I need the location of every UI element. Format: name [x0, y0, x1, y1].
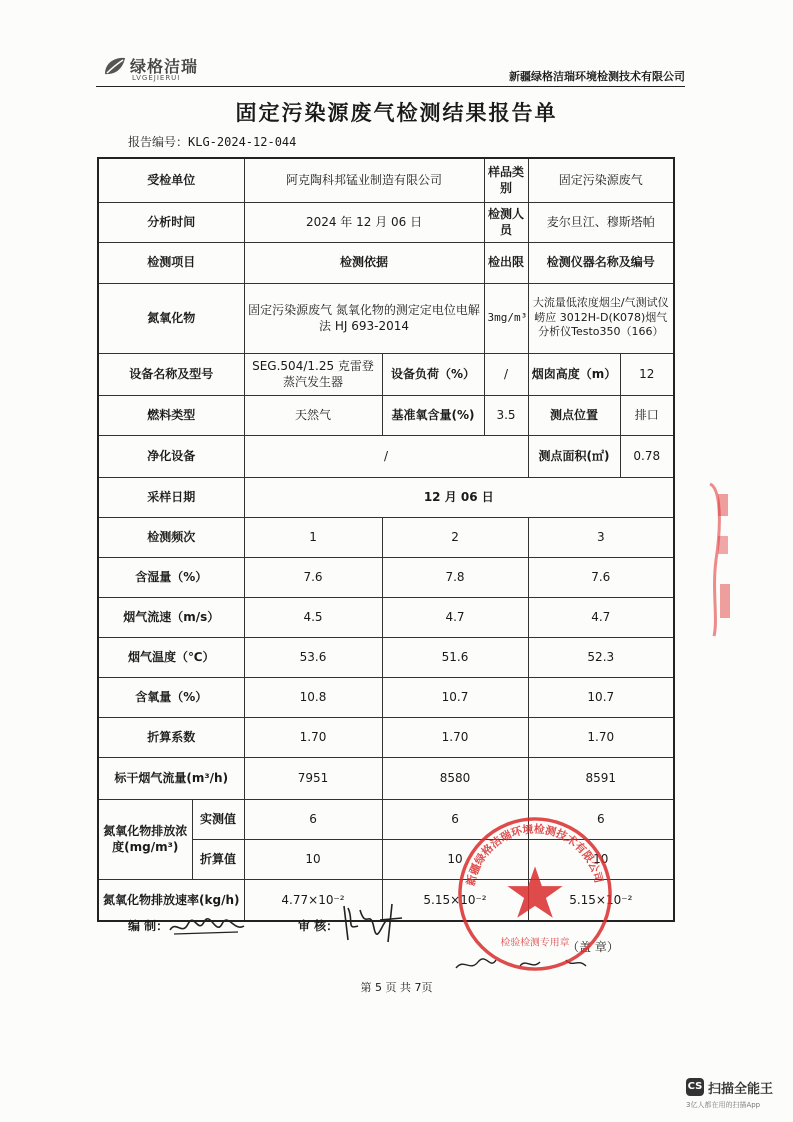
report-number: 报告编号：KLG-2024-12-044: [128, 135, 297, 149]
stamp-subtext: 检验检测专用章: [500, 937, 570, 949]
table-row: [98, 395, 674, 435]
cell-value: 12: [620, 353, 674, 395]
cell-label: 检测依据: [244, 242, 484, 283]
cell-value: 0.78: [620, 435, 674, 477]
cell-value: 12 月 06 日: [244, 477, 674, 517]
cell-value: 53.6: [244, 637, 382, 677]
cell-value: 1.70: [382, 717, 528, 757]
cell-value: 大流量低浓度烟尘/气测试仪崂应 3012H-D(K078)烟气分析仪Testo350（166）: [528, 283, 674, 353]
cell-value: /: [244, 435, 528, 477]
company-logo: [102, 52, 202, 88]
cell-value: 6: [244, 799, 382, 839]
cell-label: 检测人员: [484, 202, 528, 242]
cell-value: 3.5: [484, 395, 528, 435]
seal-label: （盖 章）: [567, 940, 619, 954]
table-row: [98, 477, 674, 517]
cell-label: 检测项目: [98, 242, 244, 283]
cell-value: 氮氧化物: [98, 283, 244, 353]
cell-value: 51.6: [382, 637, 528, 677]
cell-label: 折算值: [192, 839, 244, 879]
cell-value: 5.15×10⁻²: [528, 879, 674, 921]
cell-value: 3mg/m³: [484, 283, 528, 353]
cell-value: 7.6: [244, 557, 382, 597]
camscanner-icon: CS: [686, 1078, 704, 1096]
cell-label: 检测仪器名称及编号: [528, 242, 674, 283]
cell-value: 52.3: [528, 637, 674, 677]
cell-label: 设备负荷（%）: [382, 353, 484, 395]
cell-value: 5.15×10⁻²: [382, 879, 528, 921]
cell-label: 氮氧化物排放速率(kg/h): [98, 879, 244, 921]
page-number: 第 5 页 共 7页: [360, 981, 433, 994]
cell-value: 排口: [620, 395, 674, 435]
table-row: [98, 757, 674, 799]
table-row: [98, 202, 674, 242]
cell-value: 1.70: [244, 717, 382, 757]
table-row: [98, 597, 674, 637]
table-row: [98, 435, 674, 477]
cell-value: 4.7: [528, 597, 674, 637]
cell-label: 样品类别: [484, 158, 528, 202]
cell-label: 烟气温度（℃）: [98, 637, 244, 677]
cell-value: 10.7: [528, 677, 674, 717]
freq-2: 2: [382, 517, 528, 557]
cell-label: 检测频次: [98, 517, 244, 557]
cell-value: 10.8: [244, 677, 382, 717]
cell-label: 测点面积(㎡): [528, 435, 620, 477]
cell-label: 标干烟气流量(m³/h): [98, 757, 244, 799]
watermark-name: 扫描全能王: [708, 1082, 774, 1097]
cell-value: 阿克陶科邦锰业制造有限公司: [244, 158, 484, 202]
cell-value: 4.77×10⁻²: [244, 879, 382, 921]
cell-label: 含湿量（%）: [98, 557, 244, 597]
freq-1: 1: [244, 517, 382, 557]
cell-value: SEG.504/1.25 克雷登蒸汽发生器: [244, 353, 382, 395]
cell-value: 7.6: [528, 557, 674, 597]
table-row: [98, 677, 674, 717]
cell-label: 分析时间: [98, 202, 244, 242]
cell-value: 10: [382, 839, 528, 879]
stamp-text: 新疆绿格洁瑞环境检测技术有限公司: [464, 822, 606, 887]
cell-label: 设备名称及型号: [98, 353, 244, 395]
cell-value: 2024 年 12 月 06 日: [244, 202, 484, 242]
table-row: [98, 517, 674, 557]
cell-label: 采样日期: [98, 477, 244, 517]
cell-value: 8580: [382, 757, 528, 799]
table-row: [98, 242, 674, 283]
cell-value: 7951: [244, 757, 382, 799]
cell-label: 受检单位: [98, 158, 244, 202]
cell-label: 烟气流速（m/s）: [98, 597, 244, 637]
freq-3: 3: [528, 517, 674, 557]
cell-value: 固定污染源废气: [528, 158, 674, 202]
cell-value: 7.8: [382, 557, 528, 597]
reviewer-label: 审 核：: [298, 919, 339, 933]
cell-label: 测点位置: [528, 395, 620, 435]
side-seal-fragment: [706, 480, 740, 640]
logo-subtext: LVGEJIERUI: [132, 74, 181, 82]
editor-label: 编 制：: [128, 919, 169, 933]
cell-label: 烟囱高度（m）: [528, 353, 620, 395]
logo-text: 绿格洁瑞: [130, 57, 199, 76]
page-title: 固定污染源废气检测结果报告单: [235, 101, 558, 125]
cell-label: 基准氧含量(%): [382, 395, 484, 435]
table-row: [98, 353, 674, 395]
cell-value: 10: [244, 839, 382, 879]
table-row: [98, 283, 674, 353]
cell-label: 燃料类型: [98, 395, 244, 435]
scanner-watermark: [686, 1076, 786, 1116]
cell-value: 麦尔旦江、穆斯塔帕: [528, 202, 674, 242]
cell-label: 实测值: [192, 799, 244, 839]
cell-value: 10: [528, 839, 674, 879]
cell-label: 含氧量（%）: [98, 677, 244, 717]
watermark-sub: 3亿人都在用的扫描App: [686, 1101, 761, 1109]
cell-value: 4.5: [244, 597, 382, 637]
red-seal-stamp: [456, 815, 614, 973]
cell-label: 折算系数: [98, 717, 244, 757]
cell-label: 净化设备: [98, 435, 244, 477]
leaf-logo-icon: [102, 54, 128, 80]
cell-value: 4.7: [382, 597, 528, 637]
report-table: [97, 157, 675, 922]
table-row: [98, 717, 674, 757]
cell-value: 固定污染源废气 氮氧化物的测定定电位电解法 HJ 693-2014: [244, 283, 484, 353]
company-name: 新疆绿格洁瑞环境检测技术有限公司: [509, 70, 685, 83]
cell-value: 天然气: [244, 395, 382, 435]
cell-value: /: [484, 353, 528, 395]
editor-signature: [168, 912, 248, 942]
reviewer-signature: [340, 900, 406, 944]
cell-value: 1.70: [528, 717, 674, 757]
cell-value: 6: [382, 799, 528, 839]
cell-value: 10.7: [382, 677, 528, 717]
table-row: [98, 637, 674, 677]
conc-label: 氮氧化物排放浓度(mg/m³): [98, 799, 192, 879]
cell-label: 检出限: [484, 242, 528, 283]
table-row: [98, 158, 674, 202]
table-row: [98, 557, 674, 597]
cell-value: 6: [528, 799, 674, 839]
cell-value: 8591: [528, 757, 674, 799]
header-divider: [96, 86, 685, 87]
